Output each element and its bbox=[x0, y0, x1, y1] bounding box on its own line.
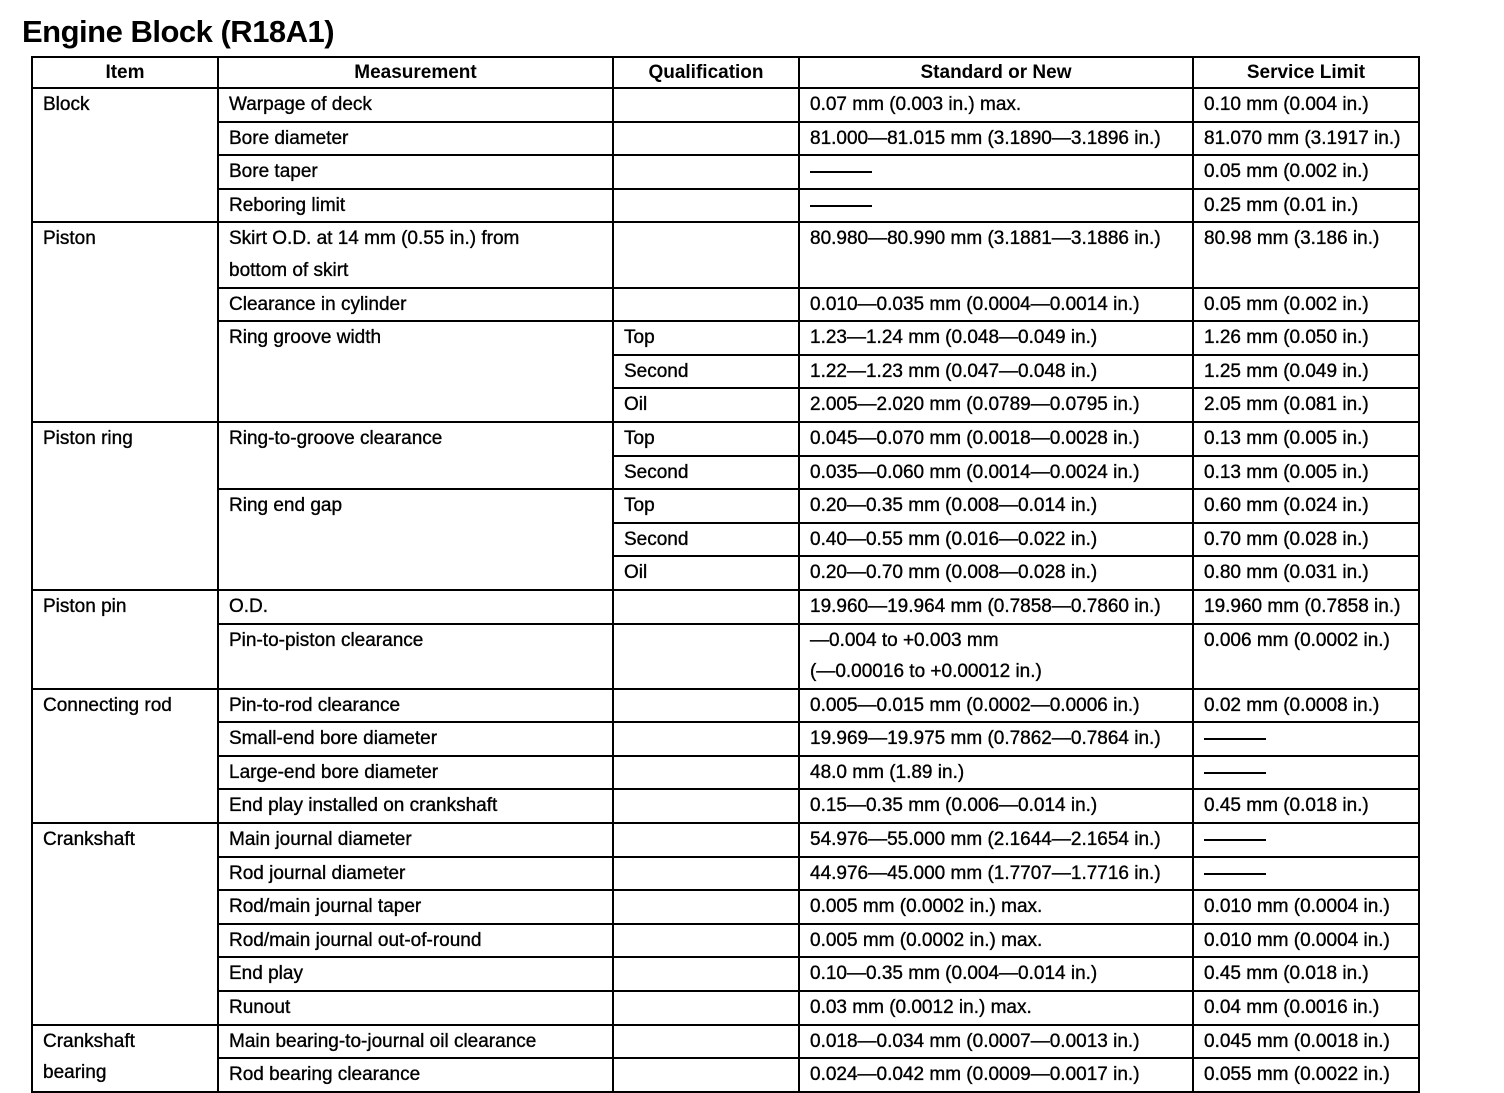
service-limit-cell: 0.05 mm (0.002 in.) bbox=[1193, 288, 1419, 322]
qualification-cell: Second bbox=[613, 456, 799, 490]
measurement-cell: Small-end bore diameter bbox=[218, 722, 613, 756]
qualification-cell bbox=[613, 1025, 799, 1059]
qualification-cell bbox=[613, 288, 799, 322]
qualification-cell bbox=[613, 689, 799, 723]
standard-cell: 0.045—0.070 mm (0.0018—0.0028 in.) bbox=[799, 422, 1193, 456]
table-row bbox=[32, 189, 1419, 223]
qualification-cell bbox=[613, 1058, 799, 1092]
service-limit-cell bbox=[1193, 857, 1419, 891]
not-applicable-dash bbox=[1204, 772, 1266, 774]
service-limit-cell: 0.80 mm (0.031 in.) bbox=[1193, 556, 1419, 590]
table-row bbox=[32, 624, 1419, 689]
standard-cell bbox=[799, 189, 1193, 223]
measurement-cell: Rod/main journal taper bbox=[218, 890, 613, 924]
standard-cell: 19.960—19.964 mm (0.7858—0.7860 in.) bbox=[799, 590, 1193, 624]
measurement-cell: Warpage of deck bbox=[218, 88, 613, 122]
standard-cell: 0.005—0.015 mm (0.0002—0.0006 in.) bbox=[799, 689, 1193, 723]
table-row bbox=[32, 789, 1419, 823]
qualification-cell bbox=[613, 789, 799, 823]
not-applicable-dash bbox=[810, 205, 872, 207]
measurement-cell: Rod journal diameter bbox=[218, 857, 613, 891]
service-limit-cell: 0.010 mm (0.0004 in.) bbox=[1193, 924, 1419, 958]
page-title: Engine Block (R18A1) bbox=[22, 14, 335, 49]
table-row bbox=[32, 1025, 1419, 1059]
table-row bbox=[32, 590, 1419, 624]
service-limit-cell: 0.10 mm (0.004 in.) bbox=[1193, 88, 1419, 122]
table-row bbox=[32, 957, 1419, 991]
service-limit-cell: 0.05 mm (0.002 in.) bbox=[1193, 155, 1419, 189]
qualification-cell bbox=[613, 590, 799, 624]
service-limit-cell bbox=[1193, 756, 1419, 790]
item-cell: Crankshaft bbox=[32, 823, 218, 1025]
standard-cell: 0.005 mm (0.0002 in.) max. bbox=[799, 890, 1193, 924]
service-limit-cell: 0.60 mm (0.024 in.) bbox=[1193, 489, 1419, 523]
qualification-cell bbox=[613, 88, 799, 122]
table-row bbox=[32, 489, 1419, 523]
engine-block-spec-table bbox=[31, 56, 1420, 1093]
table-row bbox=[32, 857, 1419, 891]
qualification-cell bbox=[613, 624, 799, 689]
table-row bbox=[32, 991, 1419, 1025]
table-row bbox=[32, 88, 1419, 122]
standard-cell: 81.000—81.015 mm (3.1890—3.1896 in.) bbox=[799, 122, 1193, 156]
table-row bbox=[32, 155, 1419, 189]
service-limit-cell bbox=[1193, 722, 1419, 756]
standard-cell: 1.22—1.23 mm (0.047—0.048 in.) bbox=[799, 355, 1193, 389]
service-limit-cell: 0.006 mm (0.0002 in.) bbox=[1193, 624, 1419, 689]
service-limit-cell: 0.45 mm (0.018 in.) bbox=[1193, 789, 1419, 823]
standard-cell: 80.980—80.990 mm (3.1881—3.1886 in.) bbox=[799, 222, 1193, 287]
service-limit-cell: 0.04 mm (0.0016 in.) bbox=[1193, 991, 1419, 1025]
measurement-cell: Large-end bore diameter bbox=[218, 756, 613, 790]
item-cell: Crankshaft bearing bbox=[32, 1025, 218, 1092]
qualification-cell: Oil bbox=[613, 388, 799, 422]
table-header-row bbox=[32, 57, 1419, 88]
standard-cell: 0.03 mm (0.0012 in.) max. bbox=[799, 991, 1193, 1025]
qualification-cell bbox=[613, 924, 799, 958]
item-cell: Block bbox=[32, 88, 218, 222]
service-limit-cell: 80.98 mm (3.186 in.) bbox=[1193, 222, 1419, 287]
standard-cell: 0.20—0.70 mm (0.008—0.028 in.) bbox=[799, 556, 1193, 590]
service-limit-cell: 0.70 mm (0.028 in.) bbox=[1193, 523, 1419, 557]
table-row bbox=[32, 823, 1419, 857]
measurement-cell: Bore diameter bbox=[218, 122, 613, 156]
standard-cell: 48.0 mm (1.89 in.) bbox=[799, 756, 1193, 790]
standard-cell: —0.004 to +0.003 mm (—0.00016 to +0.00012 in.) bbox=[799, 624, 1193, 689]
service-limit-cell bbox=[1193, 823, 1419, 857]
qualification-cell: Second bbox=[613, 523, 799, 557]
qualification-cell bbox=[613, 890, 799, 924]
table-row bbox=[32, 1058, 1419, 1092]
qualification-cell bbox=[613, 722, 799, 756]
qualification-cell bbox=[613, 756, 799, 790]
header-service-limit: Service Limit bbox=[1193, 57, 1419, 88]
qualification-cell: Second bbox=[613, 355, 799, 389]
service-limit-cell: 0.055 mm (0.0022 in.) bbox=[1193, 1058, 1419, 1092]
qualification-cell bbox=[613, 857, 799, 891]
standard-cell: 54.976—55.000 mm (2.1644—2.1654 in.) bbox=[799, 823, 1193, 857]
service-limit-cell: 0.25 mm (0.01 in.) bbox=[1193, 189, 1419, 223]
not-applicable-dash bbox=[810, 171, 872, 173]
table-row bbox=[32, 924, 1419, 958]
table-row bbox=[32, 422, 1419, 456]
measurement-cell: Ring end gap bbox=[218, 489, 613, 590]
service-limit-cell: 0.13 mm (0.005 in.) bbox=[1193, 456, 1419, 490]
table-row bbox=[32, 722, 1419, 756]
table-row bbox=[32, 321, 1419, 355]
measurement-cell: Bore taper bbox=[218, 155, 613, 189]
table-row bbox=[32, 222, 1419, 287]
service-limit-cell: 81.070 mm (3.1917 in.) bbox=[1193, 122, 1419, 156]
qualification-cell: Top bbox=[613, 321, 799, 355]
standard-cell bbox=[799, 155, 1193, 189]
measurement-cell: Ring groove width bbox=[218, 321, 613, 422]
qualification-cell bbox=[613, 823, 799, 857]
table-row bbox=[32, 122, 1419, 156]
measurement-cell: End play bbox=[218, 957, 613, 991]
qualification-cell bbox=[613, 222, 799, 287]
item-cell: Piston bbox=[32, 222, 218, 422]
measurement-cell: Main journal diameter bbox=[218, 823, 613, 857]
header-qualification: Qualification bbox=[613, 57, 799, 88]
service-limit-cell: 0.045 mm (0.0018 in.) bbox=[1193, 1025, 1419, 1059]
qualification-cell: Top bbox=[613, 489, 799, 523]
service-limit-cell: 0.02 mm (0.0008 in.) bbox=[1193, 689, 1419, 723]
qualification-cell bbox=[613, 991, 799, 1025]
service-limit-cell: 2.05 mm (0.081 in.) bbox=[1193, 388, 1419, 422]
measurement-cell: Main bearing-to-journal oil clearance bbox=[218, 1025, 613, 1059]
table-row bbox=[32, 890, 1419, 924]
measurement-cell: Runout bbox=[218, 991, 613, 1025]
table-body bbox=[32, 88, 1419, 1092]
service-limit-cell: 1.25 mm (0.049 in.) bbox=[1193, 355, 1419, 389]
standard-cell: 0.018—0.034 mm (0.0007—0.0013 in.) bbox=[799, 1025, 1193, 1059]
table-row bbox=[32, 756, 1419, 790]
qualification-cell bbox=[613, 155, 799, 189]
qualification-cell: Top bbox=[613, 422, 799, 456]
header-standard: Standard or New bbox=[799, 57, 1193, 88]
measurement-cell: End play installed on crankshaft bbox=[218, 789, 613, 823]
measurement-cell: Pin-to-rod clearance bbox=[218, 689, 613, 723]
standard-cell: 0.20—0.35 mm (0.008—0.014 in.) bbox=[799, 489, 1193, 523]
standard-cell: 0.15—0.35 mm (0.006—0.014 in.) bbox=[799, 789, 1193, 823]
measurement-cell: Reboring limit bbox=[218, 189, 613, 223]
header-measurement: Measurement bbox=[218, 57, 613, 88]
standard-cell: 0.024—0.042 mm (0.0009—0.0017 in.) bbox=[799, 1058, 1193, 1092]
qualification-cell: Oil bbox=[613, 556, 799, 590]
standard-cell: 0.40—0.55 mm (0.016—0.022 in.) bbox=[799, 523, 1193, 557]
not-applicable-dash bbox=[1204, 839, 1266, 841]
measurement-cell: Pin-to-piston clearance bbox=[218, 624, 613, 689]
measurement-cell: Ring-to-groove clearance bbox=[218, 422, 613, 489]
qualification-cell bbox=[613, 957, 799, 991]
qualification-cell bbox=[613, 189, 799, 223]
measurement-cell: Rod/main journal out-of-round bbox=[218, 924, 613, 958]
standard-cell: 0.010—0.035 mm (0.0004—0.0014 in.) bbox=[799, 288, 1193, 322]
measurement-cell: O.D. bbox=[218, 590, 613, 624]
table-row bbox=[32, 288, 1419, 322]
header-item: Item bbox=[32, 57, 218, 88]
standard-cell: 0.005 mm (0.0002 in.) max. bbox=[799, 924, 1193, 958]
standard-cell: 1.23—1.24 mm (0.048—0.049 in.) bbox=[799, 321, 1193, 355]
standard-cell: 2.005—2.020 mm (0.0789—0.0795 in.) bbox=[799, 388, 1193, 422]
measurement-cell: Rod bearing clearance bbox=[218, 1058, 613, 1092]
table-row bbox=[32, 689, 1419, 723]
item-cell: Piston ring bbox=[32, 422, 218, 590]
standard-cell: 0.035—0.060 mm (0.0014—0.0024 in.) bbox=[799, 456, 1193, 490]
qualification-cell bbox=[613, 122, 799, 156]
service-limit-cell: 1.26 mm (0.050 in.) bbox=[1193, 321, 1419, 355]
service-limit-cell: 0.45 mm (0.018 in.) bbox=[1193, 957, 1419, 991]
measurement-cell: Skirt O.D. at 14 mm (0.55 in.) from bottom of skirt bbox=[218, 222, 613, 287]
service-limit-cell: 19.960 mm (0.7858 in.) bbox=[1193, 590, 1419, 624]
service-limit-cell: 0.13 mm (0.005 in.) bbox=[1193, 422, 1419, 456]
not-applicable-dash bbox=[1204, 873, 1266, 875]
standard-cell: 0.10—0.35 mm (0.004—0.014 in.) bbox=[799, 957, 1193, 991]
item-cell: Piston pin bbox=[32, 590, 218, 689]
not-applicable-dash bbox=[1204, 738, 1266, 740]
standard-cell: 19.969—19.975 mm (0.7862—0.7864 in.) bbox=[799, 722, 1193, 756]
standard-cell: 0.07 mm (0.003 in.) max. bbox=[799, 88, 1193, 122]
item-cell: Connecting rod bbox=[32, 689, 218, 823]
measurement-cell: Clearance in cylinder bbox=[218, 288, 613, 322]
standard-cell: 44.976—45.000 mm (1.7707—1.7716 in.) bbox=[799, 857, 1193, 891]
service-limit-cell: 0.010 mm (0.0004 in.) bbox=[1193, 890, 1419, 924]
